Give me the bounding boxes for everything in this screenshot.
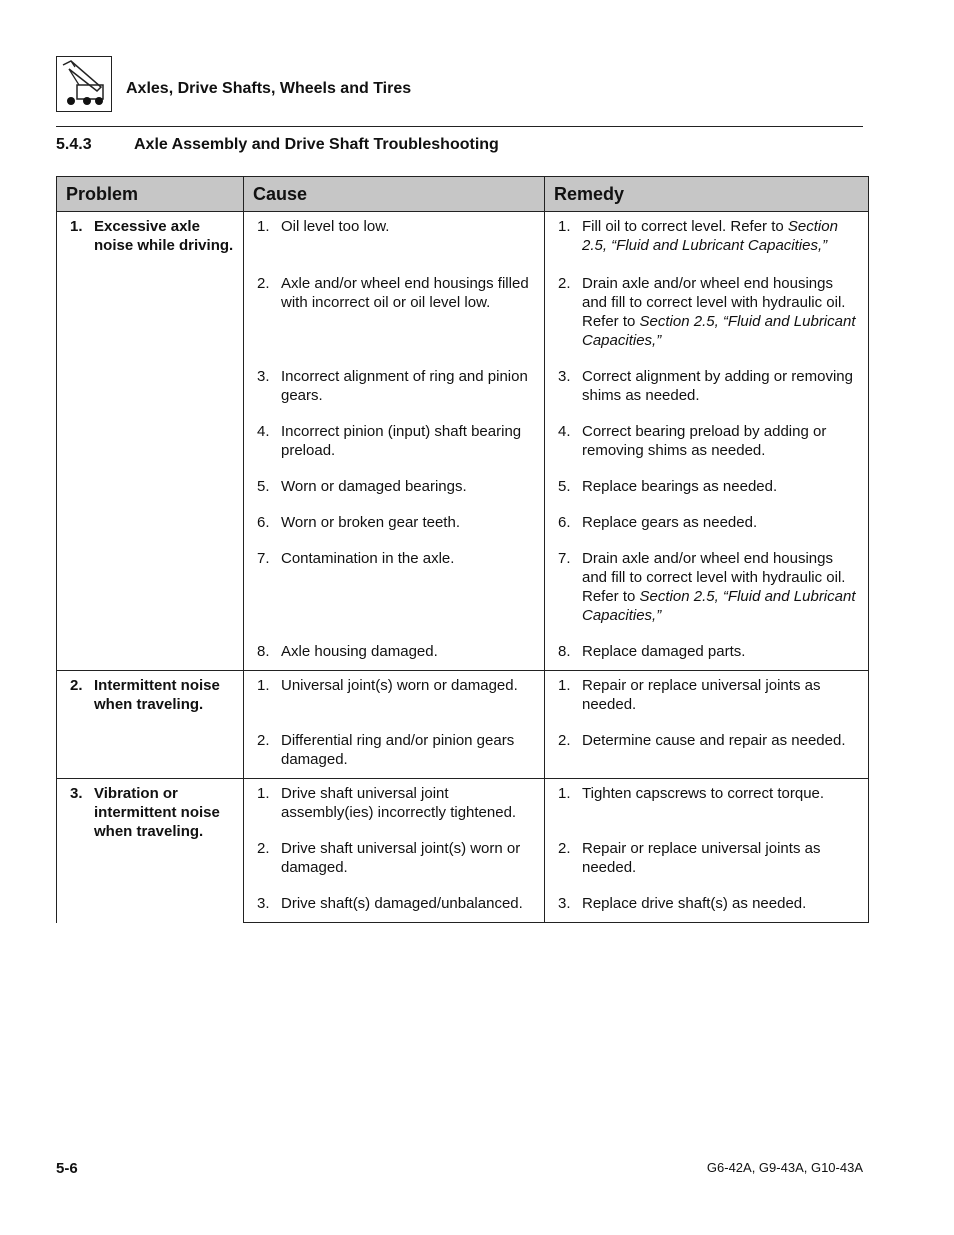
cause-text: Differential ring and/or pinion gears damaged. [281, 732, 515, 768]
cause-number: 5. [257, 478, 270, 495]
cause-cell [244, 889, 545, 923]
cause-number: 2. [257, 732, 270, 749]
remedy-reference: Section 2.5, “Fluid and Lubricant Capacities,” [582, 218, 838, 254]
cause-number: 6. [257, 514, 270, 531]
section-title: Axle Assembly and Drive Shaft Troubleshooting [134, 136, 499, 153]
remedy-number: 6. [558, 514, 571, 531]
problem-number: 3. [70, 785, 83, 802]
table-row [57, 779, 869, 835]
column-header-problem: Problem [57, 177, 244, 212]
cause-text: Universal joint(s) worn or damaged. [281, 677, 518, 694]
remedy-cell [545, 779, 869, 835]
remedy-cell [545, 212, 869, 270]
remedy-cell [545, 269, 869, 362]
remedy-text: Drain axle and/or wheel end housings and fill to correct level with hydraulic oil. Refer to [582, 550, 846, 605]
remedy-text: Repair or replace universal joints as needed. [582, 840, 821, 876]
cause-cell [244, 726, 545, 779]
cause-cell [244, 637, 545, 671]
remedy-text: Replace damaged parts. [582, 643, 746, 660]
remedy-number: 1. [558, 677, 571, 694]
remedy-cell [545, 671, 869, 727]
cause-cell [244, 834, 545, 889]
remedy-number: 4. [558, 423, 571, 440]
chapter-title: Axles, Drive Shafts, Wheels and Tires [126, 80, 412, 97]
remedy-cell [545, 544, 869, 637]
remedy-cell [545, 417, 869, 472]
remedy-cell [545, 834, 869, 889]
remedy-text: Tighten capscrews to correct torque. [582, 785, 825, 802]
cause-number: 1. [257, 677, 270, 694]
remedy-text: Replace gears as needed. [582, 514, 758, 531]
cause-cell [244, 779, 545, 835]
table-row [57, 671, 869, 727]
remedy-text: Determine cause and repair as needed. [582, 732, 846, 749]
cause-number: 7. [257, 550, 270, 567]
remedy-reference: Section 2.5, “Fluid and Lubricant Capacities,” [582, 588, 856, 624]
cause-text: Incorrect pinion (input) shaft bearing preload. [281, 423, 522, 459]
cause-cell [244, 212, 545, 270]
remedy-number: 2. [558, 275, 571, 292]
remedy-text: Drain axle and/or wheel end housings and fill to correct level with hydraulic oil. Refer to [582, 275, 846, 330]
remedy-number: 1. [558, 785, 571, 802]
cause-number: 2. [257, 275, 270, 292]
cause-text: Worn or broken gear teeth. [281, 514, 460, 531]
problem-cell [57, 212, 244, 671]
remedy-text: Replace drive shaft(s) as needed. [582, 895, 807, 912]
cause-number: 3. [257, 368, 270, 385]
remedy-cell [545, 508, 869, 544]
remedy-text: Replace bearings as needed. [582, 478, 778, 495]
problem-number: 2. [70, 677, 83, 694]
cause-number: 3. [257, 895, 270, 912]
table-header-row [57, 177, 869, 212]
remedy-cell [545, 472, 869, 508]
remedy-text: Correct bearing preload by adding or removing shims as needed. [582, 423, 827, 459]
remedy-reference: Section 2.5, “Fluid and Lubricant Capacities,” [582, 313, 856, 349]
remedy-number: 5. [558, 478, 571, 495]
cause-cell [244, 269, 545, 362]
remedy-text: Correct alignment by adding or removing shims as needed. [582, 368, 853, 404]
cause-cell [244, 671, 545, 727]
cause-number: 2. [257, 840, 270, 857]
cause-text: Worn or damaged bearings. [281, 478, 467, 495]
column-header-remedy: Remedy [545, 177, 869, 212]
cause-text: Axle housing damaged. [281, 643, 438, 660]
remedy-number: 1. [558, 218, 571, 235]
cause-text: Axle and/or wheel end housings filled with incorrect oil or oil level low. [281, 275, 529, 311]
cause-cell [244, 472, 545, 508]
remedy-number: 7. [558, 550, 571, 567]
chapter-icon [56, 56, 112, 112]
telehandler-icon [57, 57, 111, 111]
cause-cell [244, 508, 545, 544]
cause-text: Drive shaft universal joint(s) worn or damaged. [281, 840, 521, 876]
model-list: G6-42A, G9-43A, G10-43A [706, 1160, 863, 1175]
cause-text: Drive shaft(s) damaged/unbalanced. [281, 895, 523, 912]
column-header-cause: Cause [244, 177, 545, 212]
table-row [57, 212, 869, 270]
cause-number: 4. [257, 423, 270, 440]
remedy-cell [545, 726, 869, 779]
header-divider [56, 126, 863, 127]
problem-text: Vibration or intermittent noise when traveling. [94, 785, 220, 840]
problem-text: Excessive axle noise while driving. [94, 218, 234, 254]
troubleshooting-table [56, 176, 869, 923]
cause-number: 1. [257, 785, 270, 802]
cause-text: Oil level too low. [281, 218, 390, 235]
page-number: 5-6 [56, 1160, 78, 1177]
remedy-number: 2. [558, 840, 571, 857]
cause-number: 1. [257, 218, 270, 235]
remedy-number: 3. [558, 895, 571, 912]
problem-cell [57, 779, 244, 923]
cause-cell [244, 544, 545, 637]
section-number: 5.4.3 [56, 136, 92, 153]
problem-cell [57, 671, 244, 779]
remedy-cell [545, 637, 869, 671]
cause-text: Drive shaft universal joint assembly(ies) incorrectly tightened. [281, 785, 517, 821]
remedy-text: Fill oil to correct level. Refer to [582, 218, 788, 235]
remedy-number: 3. [558, 368, 571, 385]
cause-text: Contamination in the axle. [281, 550, 455, 567]
problem-text: Intermittent noise when traveling. [94, 677, 220, 713]
cause-cell [244, 362, 545, 417]
remedy-number: 8. [558, 643, 571, 660]
remedy-cell [545, 362, 869, 417]
remedy-text: Repair or replace universal joints as needed. [582, 677, 821, 713]
section-heading [56, 136, 499, 154]
cause-text: Incorrect alignment of ring and pinion gears. [281, 368, 528, 404]
cause-cell [244, 417, 545, 472]
remedy-number: 2. [558, 732, 571, 749]
cause-number: 8. [257, 643, 270, 660]
remedy-cell [545, 889, 869, 923]
problem-number: 1. [70, 218, 83, 235]
